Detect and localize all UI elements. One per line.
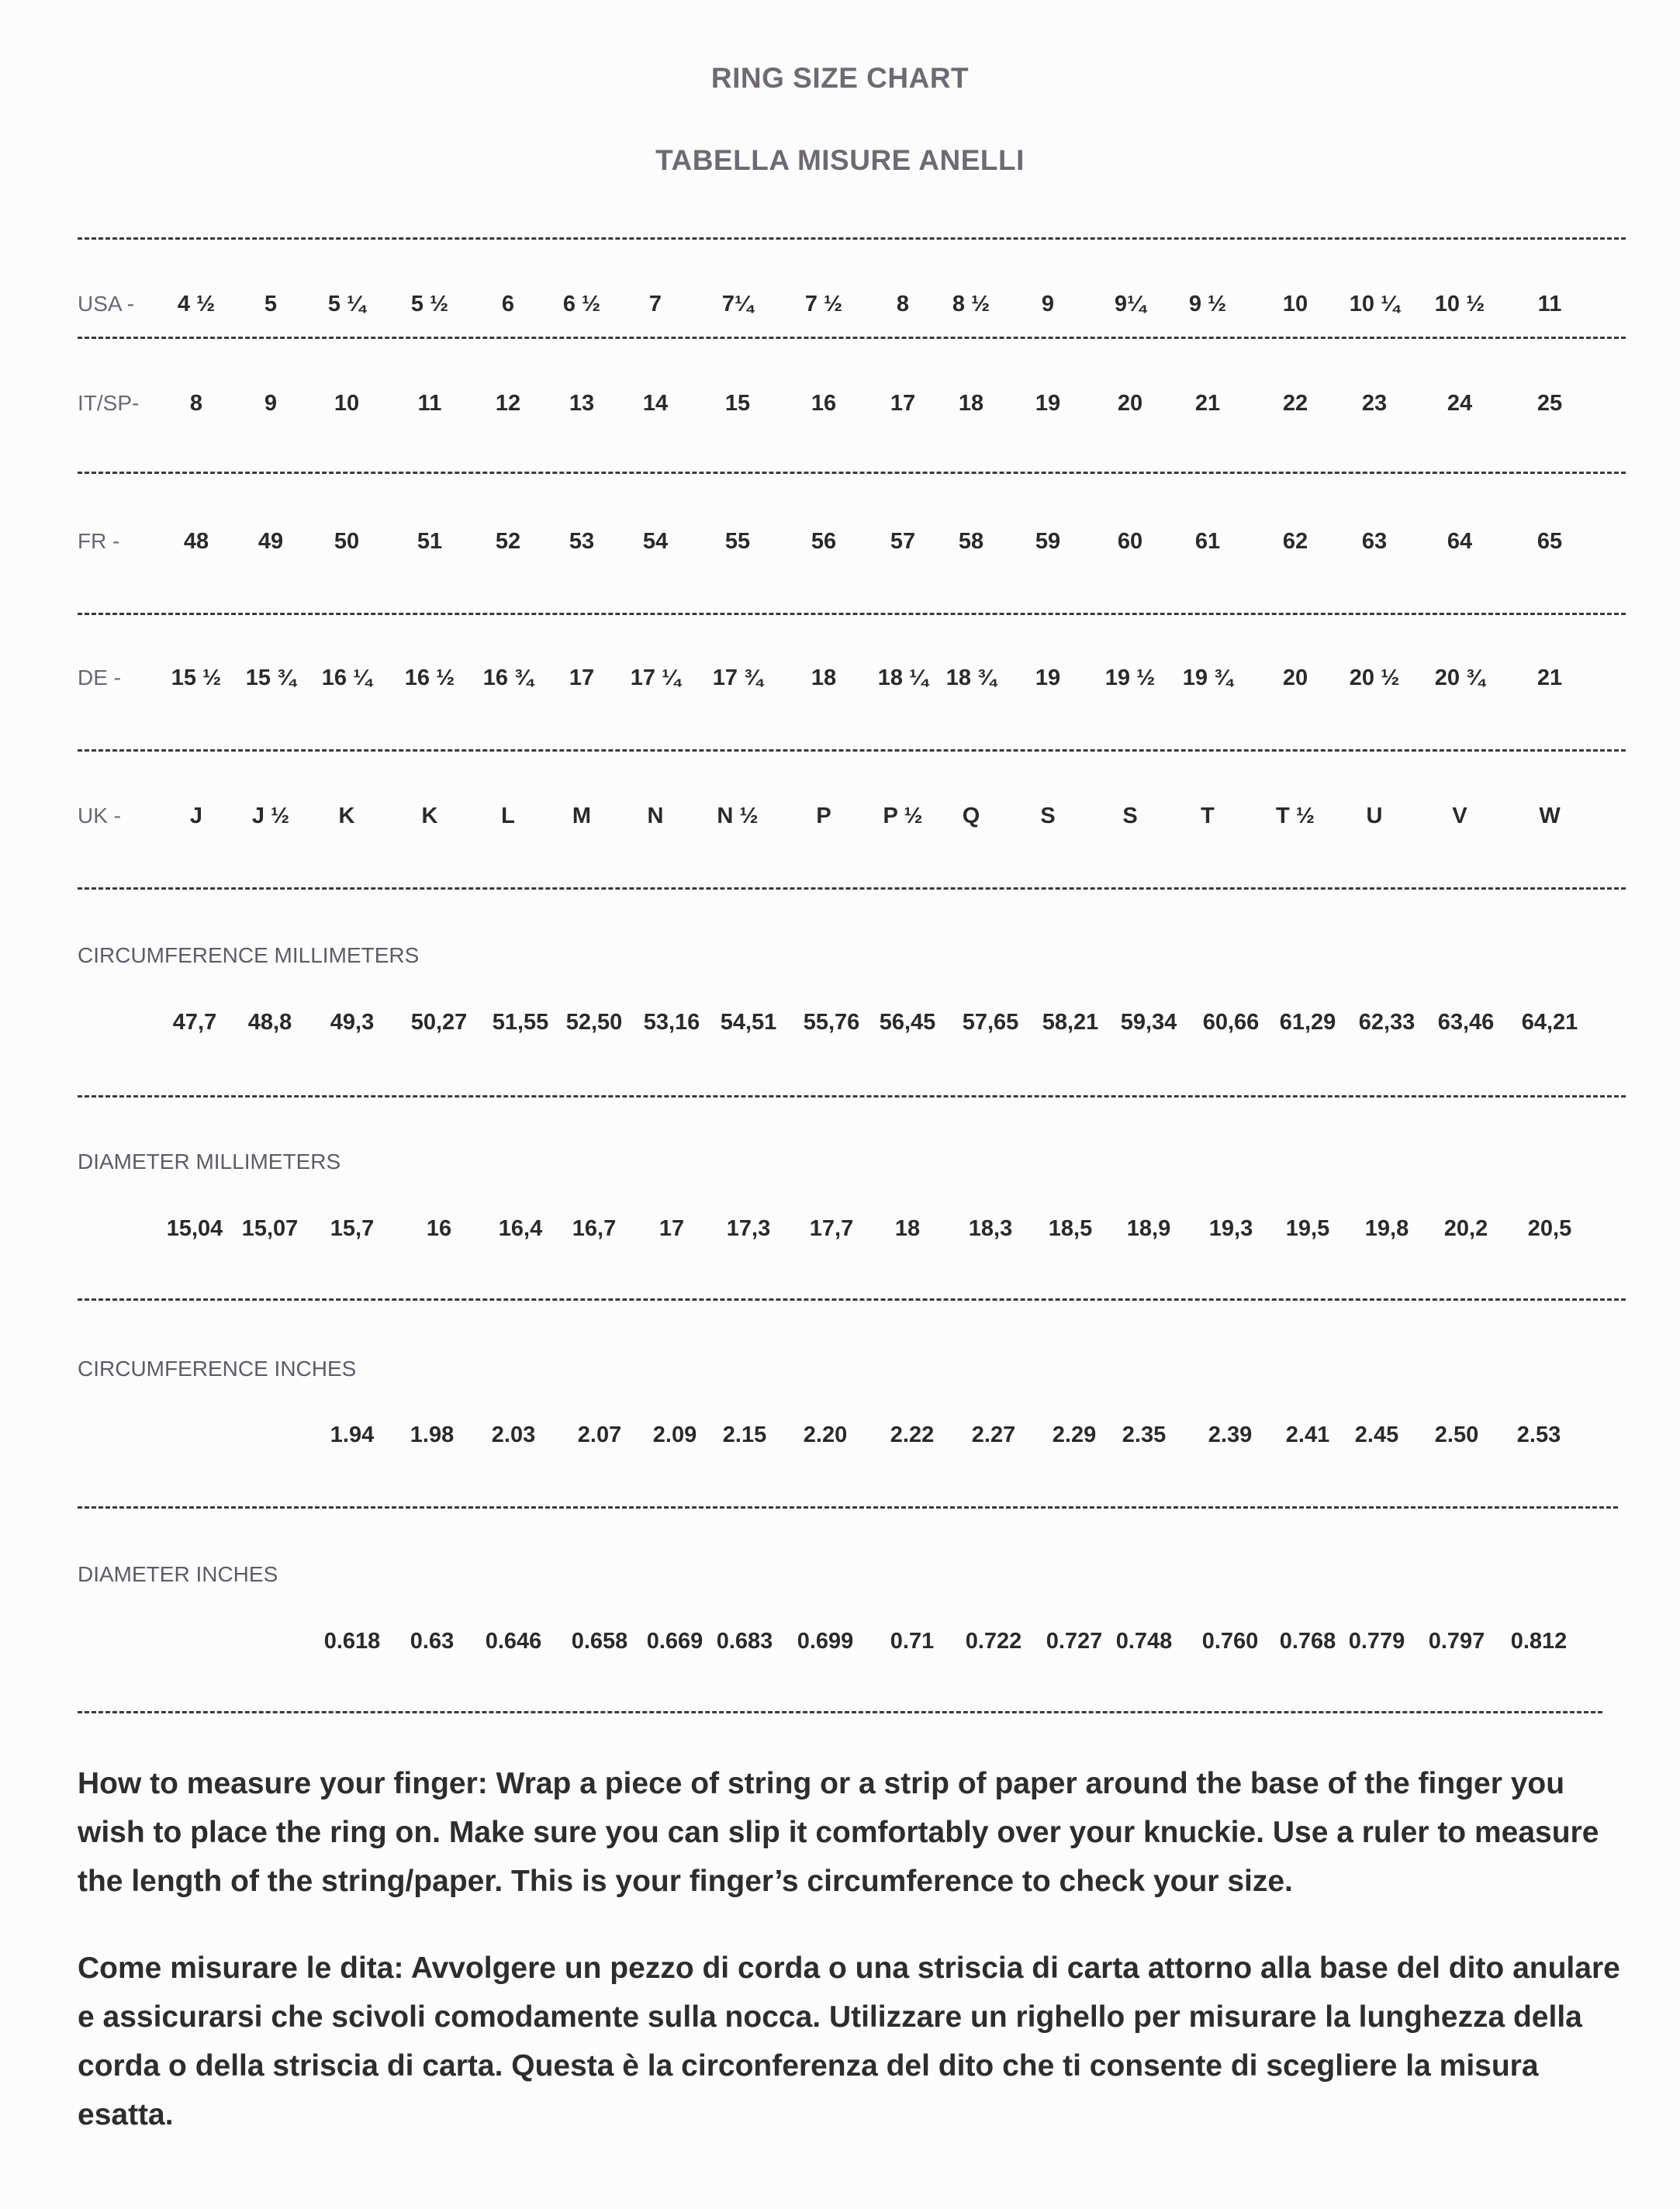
measure-cell: 20,5: [1527, 1216, 1572, 1241]
divider: [78, 1506, 1618, 1509]
measure-cell: 0.797: [1428, 1629, 1485, 1654]
divider: [78, 1298, 1626, 1301]
size-cell: 13: [569, 391, 595, 416]
measure-cell: 18,9: [1126, 1216, 1171, 1241]
measure-cell: 0.722: [965, 1629, 1022, 1654]
size-cell: 24: [1447, 391, 1473, 416]
page-title: RING SIZE CHART: [710, 62, 970, 94]
measure-cell: 15,07: [241, 1216, 299, 1241]
size-cell: 56: [811, 529, 837, 554]
measure-section-label: DIAMETER INCHES: [78, 1562, 278, 1586]
measure-cell: 62,33: [1358, 1010, 1416, 1035]
size-cell: S: [1122, 804, 1138, 828]
size-row-label: DE -: [78, 665, 121, 690]
measure-cell: 60,66: [1202, 1010, 1260, 1035]
size-cell: 10: [1282, 292, 1308, 316]
size-cell: 51: [417, 529, 443, 554]
size-cell: 52: [495, 529, 521, 554]
size-cell: 65: [1537, 529, 1563, 554]
measure-cell: 16: [426, 1216, 452, 1241]
divider: [78, 472, 1626, 474]
size-row-label: IT/SP-: [78, 391, 140, 415]
size-cell: 10 ½: [1434, 292, 1485, 316]
measure-cell: 53,16: [643, 1010, 700, 1035]
measure-section-label: DIAMETER MILLIMETERS: [78, 1149, 341, 1174]
size-cell: 4 ½: [177, 292, 216, 316]
measure-cell: 48,8: [247, 1010, 292, 1035]
size-cell: 18 ¾: [945, 665, 997, 690]
size-cell: L: [501, 804, 515, 828]
measure-cell: 0.748: [1115, 1629, 1173, 1654]
divider: [78, 1095, 1626, 1098]
measure-cell: 0.71: [890, 1629, 935, 1654]
size-cell: 7: [648, 292, 662, 316]
measure-cell: 0.768: [1279, 1629, 1336, 1654]
measure-cell: 2.22: [890, 1423, 935, 1447]
size-cell: 25: [1537, 391, 1563, 416]
size-cell: 17 ¼: [630, 665, 681, 690]
measure-cell: 2.50: [1434, 1423, 1479, 1447]
size-cell: 55: [724, 529, 751, 554]
measure-cell: 2.53: [1516, 1423, 1561, 1447]
size-cell: 8 ½: [952, 292, 990, 316]
measure-cell: 63,46: [1437, 1010, 1495, 1035]
size-cell: 20 ¾: [1434, 665, 1485, 690]
size-cell: 19: [1035, 665, 1061, 690]
measure-cell: 64,21: [1521, 1010, 1578, 1035]
size-cell: 15 ½: [171, 665, 222, 690]
measure-cell: 18,3: [968, 1216, 1013, 1241]
size-cell: 7¼: [721, 292, 754, 316]
size-cell: 22: [1282, 391, 1308, 416]
size-cell: 61: [1194, 529, 1221, 554]
divider: [78, 749, 1626, 752]
measure-cell: 0.779: [1348, 1629, 1405, 1654]
size-cell: 18 ¼: [877, 665, 928, 690]
size-cell: 9: [264, 391, 278, 416]
size-cell: 16 ½: [404, 665, 455, 690]
measure-cell: 19,8: [1364, 1216, 1409, 1241]
size-cell: 18: [811, 665, 837, 690]
size-cell: 60: [1117, 529, 1143, 554]
measure-cell: 55,76: [803, 1010, 860, 1035]
measure-cell: 0.699: [797, 1629, 854, 1654]
size-cell: 18: [958, 391, 984, 416]
size-cell: 17: [890, 391, 916, 416]
measure-cell: 2.07: [577, 1423, 622, 1447]
size-cell: 16: [811, 391, 837, 416]
size-cell: N: [647, 804, 664, 828]
size-cell: 12: [495, 391, 521, 416]
size-cell: 20: [1117, 391, 1143, 416]
size-cell: 6 ½: [562, 292, 601, 316]
size-cell: N ½: [717, 804, 759, 828]
measure-cell: 0.63: [410, 1629, 455, 1654]
size-cell: 15 ¾: [245, 665, 296, 690]
size-cell: 54: [642, 529, 669, 554]
measure-cell: 2.20: [803, 1423, 848, 1447]
size-cell: 23: [1361, 391, 1388, 416]
size-cell: 17: [569, 665, 595, 690]
size-cell: S: [1040, 804, 1056, 828]
size-cell: 10 ¼: [1349, 292, 1400, 316]
measure-cell: 2.03: [491, 1423, 536, 1447]
size-cell: 20: [1282, 665, 1308, 690]
size-cell: 20 ½: [1349, 665, 1400, 690]
size-cell: V: [1452, 804, 1467, 828]
measure-cell: 2.09: [652, 1423, 697, 1447]
size-cell: 49: [258, 529, 284, 554]
measure-cell: 0.658: [571, 1629, 628, 1654]
size-cell: P: [816, 804, 831, 828]
measure-cell: 2.45: [1354, 1423, 1399, 1447]
size-cell: 15: [724, 391, 751, 416]
measure-cell: 1.94: [330, 1423, 375, 1447]
measure-cell: 18,5: [1048, 1216, 1093, 1241]
measure-cell: 51,55: [492, 1010, 549, 1035]
measure-cell: 61,29: [1279, 1010, 1336, 1035]
size-cell: 19 ¾: [1182, 665, 1233, 690]
size-cell: M: [572, 804, 592, 828]
size-cell: 21: [1537, 665, 1563, 690]
size-cell: U: [1366, 804, 1383, 828]
measure-cell: 15,04: [166, 1216, 223, 1241]
measure-cell: 52,50: [565, 1010, 623, 1035]
measure-cell: 18: [894, 1216, 921, 1241]
size-cell: 16 ¾: [482, 665, 534, 690]
divider: [78, 237, 1626, 240]
measure-cell: 16,7: [572, 1216, 617, 1241]
measure-cell: 47,7: [172, 1010, 217, 1035]
measure-cell: 15,7: [330, 1216, 375, 1241]
size-cell: 64: [1447, 529, 1473, 554]
measure-cell: 54,51: [720, 1010, 777, 1035]
size-cell: 19 ½: [1104, 665, 1156, 690]
measure-cell: 1.98: [410, 1423, 455, 1447]
size-cell: 19: [1035, 391, 1061, 416]
measure-section-label: CIRCUMFERENCE INCHES: [78, 1357, 357, 1381]
size-row-label: USA -: [78, 292, 135, 316]
divider: [78, 613, 1626, 615]
divider: [78, 1711, 1602, 1713]
size-cell: W: [1539, 804, 1561, 828]
size-cell: 53: [569, 529, 595, 554]
measure-cell: 56,45: [879, 1010, 936, 1035]
size-cell: K: [338, 804, 355, 828]
size-cell: J ½: [251, 804, 290, 828]
instructions-italian: Come misurare le dita: Avvolgere un pezzo di corda o una striscia di carta attorno alla base del dito anulare e assicurarsi che scivoli comodamente sulla nocca. Utilizzare un righello per misurare la lunghezza della corda o della striscia di carta. Questa è la circonferenza del dito che ti consente di scegliere la misura esatta.: [78, 1951, 1620, 2131]
size-cell: 8: [896, 292, 910, 316]
size-row-label: UK -: [78, 804, 121, 828]
size-row-label: FR -: [78, 529, 120, 553]
measure-cell: 2.15: [722, 1423, 767, 1447]
measure-cell: 57,65: [962, 1010, 1019, 1035]
size-cell: 5: [264, 292, 278, 316]
size-cell: 48: [183, 529, 209, 554]
measure-cell: 0.618: [323, 1629, 381, 1654]
size-cell: 16 ¼: [321, 665, 372, 690]
page-subtitle: TABELLA MISURE ANELLI: [655, 144, 1025, 176]
size-cell: 50: [334, 529, 360, 554]
measure-cell: 2.39: [1208, 1423, 1253, 1447]
measure-cell: 16,4: [498, 1216, 543, 1241]
size-cell: 10: [334, 391, 360, 416]
measure-cell: 17: [659, 1216, 685, 1241]
measure-cell: 50,27: [410, 1010, 468, 1035]
size-cell: 63: [1361, 529, 1388, 554]
measure-cell: 0.669: [646, 1629, 703, 1654]
size-cell: 14: [642, 391, 669, 416]
size-cell: T: [1201, 804, 1215, 828]
measure-cell: 2.41: [1285, 1423, 1330, 1447]
size-cell: 57: [890, 529, 916, 554]
instructions-english: How to measure your finger: Wrap a piece of string or a strip of paper around the base of the finger you wish to place the ring on. Make sure you can slip it comfortably over your knuckie. Use a ruler to measure the length of the string/paper. This is your finger’s circumference to check your size.: [78, 1767, 1599, 1898]
measure-cell: 19,3: [1208, 1216, 1253, 1241]
size-cell: 7 ½: [804, 292, 843, 316]
size-cell: P ½: [883, 804, 923, 828]
measure-cell: 59,34: [1120, 1010, 1177, 1035]
measure-cell: 17,3: [726, 1216, 771, 1241]
size-cell: K: [421, 804, 438, 828]
divider: [78, 337, 1626, 339]
measure-cell: 2.27: [971, 1423, 1016, 1447]
measure-cell: 49,3: [330, 1010, 375, 1035]
size-cell: Q: [962, 804, 980, 828]
size-cell: 5 ¼: [327, 292, 366, 316]
measure-cell: 19,5: [1285, 1216, 1330, 1241]
size-cell: 11: [417, 391, 442, 416]
measure-cell: 0.683: [716, 1629, 773, 1654]
size-cell: 5 ½: [410, 292, 449, 316]
measure-cell: 2.35: [1122, 1423, 1167, 1447]
size-cell: 62: [1282, 529, 1308, 554]
measure-cell: 0.812: [1510, 1629, 1568, 1654]
size-cell: 9 ½: [1188, 292, 1227, 316]
size-cell: 59: [1035, 529, 1061, 554]
size-cell: 58: [958, 529, 984, 554]
size-cell: J: [189, 804, 203, 828]
size-cell: 21: [1194, 391, 1221, 416]
measure-cell: 17,7: [809, 1216, 854, 1241]
size-cell: 11: [1537, 292, 1562, 316]
measure-cell: 2.29: [1052, 1423, 1097, 1447]
measure-cell: 0.727: [1046, 1629, 1103, 1654]
measure-cell: 0.646: [485, 1629, 542, 1654]
size-cell: 17 ¾: [712, 665, 763, 690]
size-cell: T ½: [1276, 804, 1315, 828]
measure-cell: 20,2: [1443, 1216, 1488, 1241]
measure-cell: 58,21: [1042, 1010, 1099, 1035]
size-cell: 8: [189, 391, 203, 416]
measure-section-label: CIRCUMFERENCE MILLIMETERS: [78, 943, 420, 967]
size-cell: 9: [1041, 292, 1055, 316]
size-cell: 9¼: [1114, 292, 1146, 316]
measure-cell: 0.760: [1201, 1629, 1259, 1654]
size-cell: 6: [501, 292, 515, 316]
divider: [78, 887, 1626, 890]
